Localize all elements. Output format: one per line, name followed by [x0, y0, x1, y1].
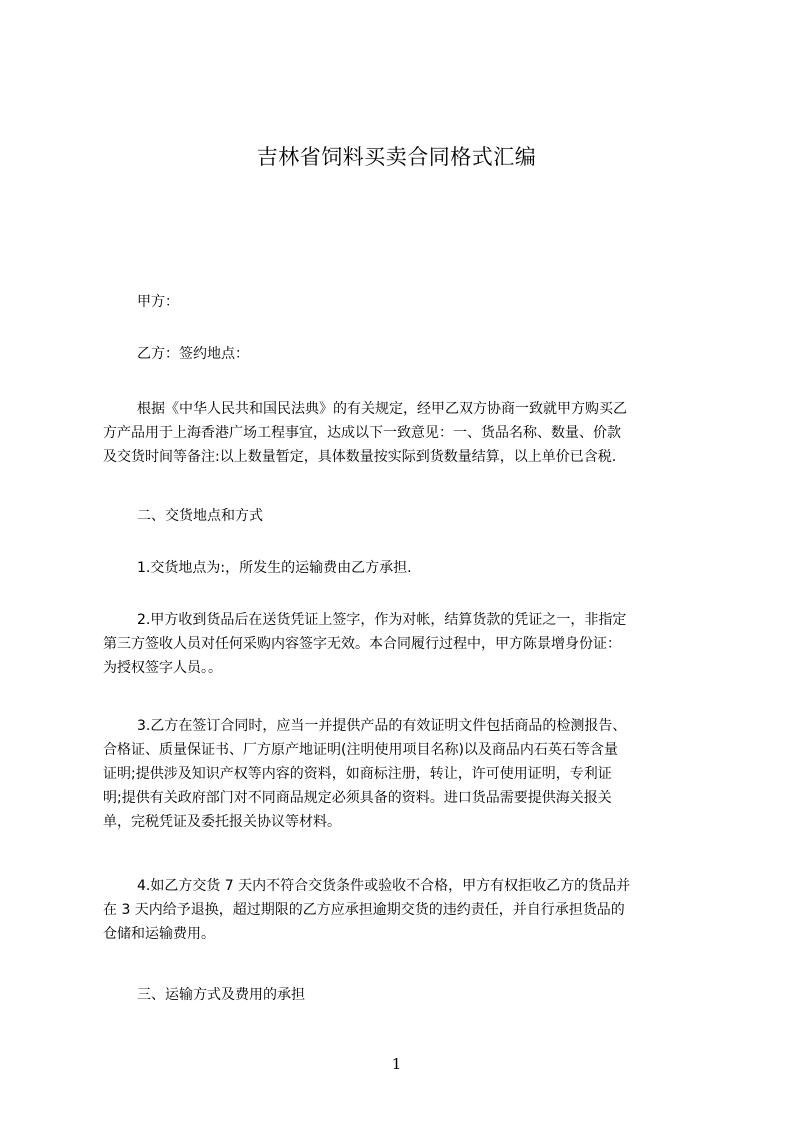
document-title: 吉林省饲料买卖合同格式汇编 — [256, 145, 537, 169]
clause-3-line: 单，完税凭证及委托报关协议等材料。 — [103, 814, 341, 830]
section-3-heading: 三、运输方式及费用的承担 — [137, 987, 305, 1003]
party-a-paragraph — [103, 290, 699, 314]
clause-4-line: 4.如乙方交货 7 天内不符合交货条件或验收不合格，甲方有权拒收乙方的货品并 — [137, 878, 631, 894]
clause-3-paragraph — [103, 714, 699, 834]
intro-line: 根据《中华人民共和国民法典》的有关规定，经甲乙双方协商一致就甲方购买乙 — [137, 401, 627, 417]
clause-4-line: 仓储和运输费用。 — [103, 926, 215, 942]
clause-3-line: 证明;提供涉及知识产权等内容的资料，如商标注册，转让，许可使用证明，专利证 — [103, 766, 612, 782]
intro-line: 及交货时间等备注:以上数量暂定，具体数量按实际到货数量结算，以上单价已含税. — [103, 449, 617, 465]
clause-2-paragraph — [103, 608, 699, 680]
intro-paragraph — [103, 397, 699, 469]
section-2-heading-paragraph — [103, 504, 699, 528]
clause-1-line: 1.交货地点为:，所发生的运输费由乙方承担. — [137, 560, 412, 576]
clause-3-line: 合格证、质量保证书、厂方原产地证明(注明使用项目名称)以及商品内石英石等含量 — [103, 742, 618, 758]
party-b-signing-place: 乙方：签约地点： — [137, 346, 249, 362]
intro-line: 方产品用于上海香港广场工程事宜，达成以下一致意见：一、货品名称、数量、价款 — [103, 425, 621, 441]
clause-4-paragraph — [103, 874, 699, 946]
party-a-label: 甲方： — [137, 294, 179, 310]
section-2-heading: 二、交货地点和方式 — [137, 508, 263, 524]
page-number: 1 — [391, 1055, 402, 1073]
clause-2-line: 第三方签收人员对任何采购内容签字无效。本合同履行过程中，甲方陈景增身份证： — [103, 636, 621, 652]
party-b-paragraph — [103, 342, 699, 366]
clause-2-line: 2.甲方收到货品后在送货凭证上签字，作为对帐，结算货款的凭证之一，非指定 — [137, 612, 627, 628]
clause-3-line: 明;提供有关政府部门对不同商品规定必须具备的资料。进口货品需要提供海关报关 — [103, 790, 612, 806]
clause-1-paragraph — [103, 556, 699, 580]
clause-4-line: 在 3 天内给予退换，超过期限的乙方应承担逾期交货的违约责任，并自行承担货品的 — [103, 902, 625, 918]
section-3-heading-paragraph — [103, 983, 699, 1007]
clause-2-line: 为授权签字人员。。 — [103, 660, 222, 676]
clause-3-line: 3.乙方在签订合同时，应当一并提供产品的有效证明文件包括商品的检测报告、 — [137, 718, 627, 734]
